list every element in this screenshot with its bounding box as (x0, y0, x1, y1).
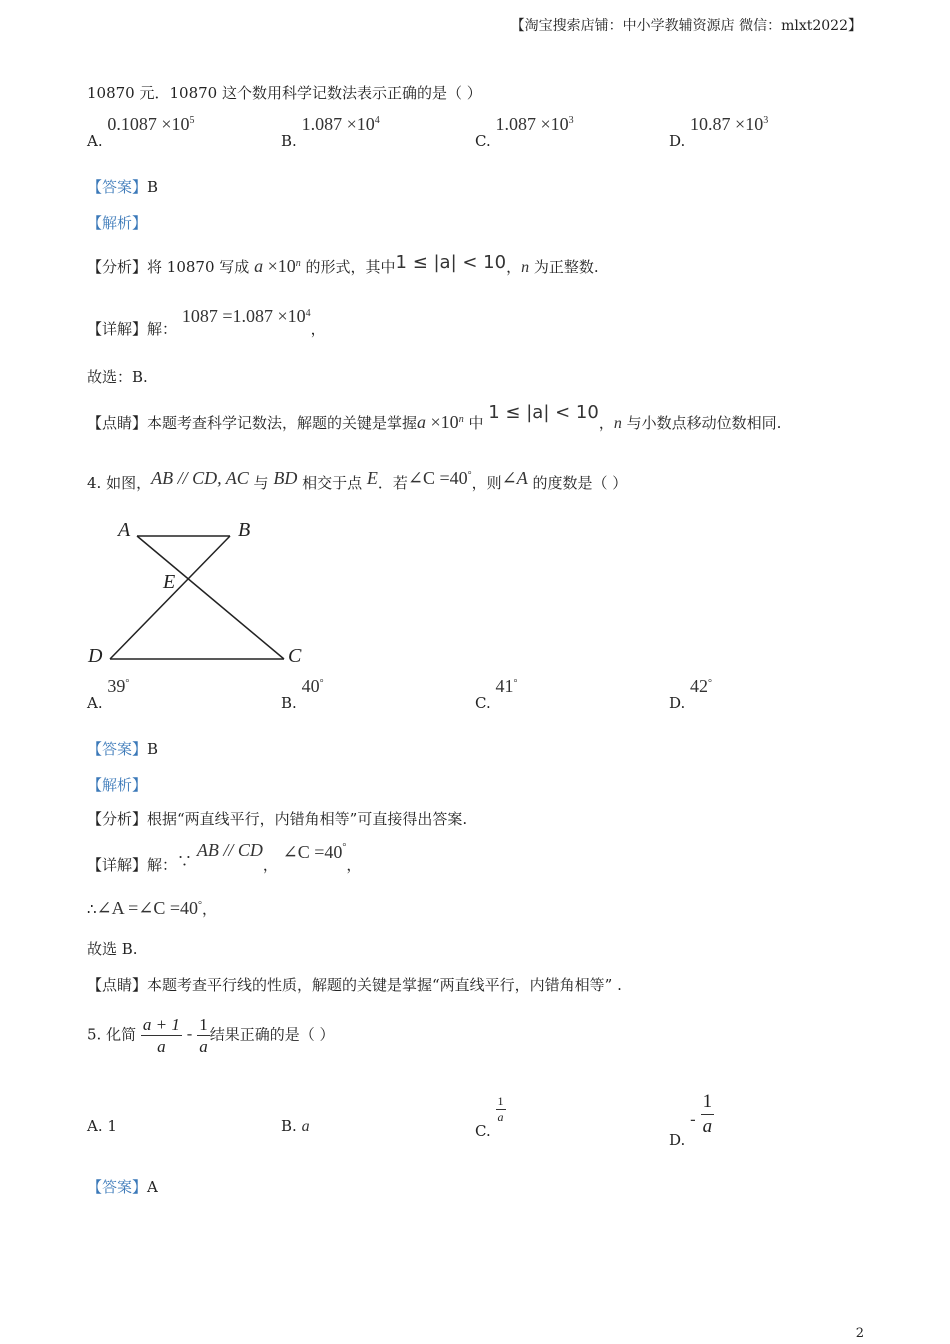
segment-ac (137, 536, 284, 659)
option-value: $0.1087 \times 10^5$ (107, 114, 195, 134)
point-label-d: D (88, 645, 103, 667)
fraction: $\frac{1}{a}$ (497, 1094, 504, 1124)
q5-option-d: D. - $\frac{1}{a}$ (669, 1091, 713, 1149)
q3-option-d (669, 114, 769, 150)
q5-option-c: C. $\frac{1}{a}$ (475, 1094, 504, 1140)
q4-detail: 【详解】解：∵ AB // CD， ∠C =40°， (87, 840, 362, 874)
fraction: $\frac{1}{a}$ (702, 1091, 713, 1137)
q5-option-b: B. a (281, 1117, 310, 1135)
q4-option-c: C. 41° (475, 676, 518, 712)
q4-note: 【点睛】本题考查平行线的性质，解题的关键是掌握“两直线平行，内错角相等” . (87, 976, 622, 994)
note-tag: 【点睛】 (87, 414, 148, 432)
question-3-text: 10870 元．10870 这个数用科学记数法表示正确的是（ ） (87, 84, 482, 102)
option-value: $1.087 \times 10^4$ (301, 114, 380, 134)
option-label: C. (475, 132, 491, 150)
q4-jiexi-tag: 【解析】 (87, 776, 148, 794)
q3-choose: 故选：B. (87, 368, 148, 386)
page-number: 2 (855, 1326, 864, 1341)
answer-value: B (147, 178, 159, 196)
q3-option-c (475, 114, 574, 150)
page-header: 【淘宝搜索店铺：中小学教辅资源店 微信：mlxt2022】 (510, 18, 862, 34)
analysis-tag: 【分析】 (87, 258, 148, 276)
fraction: $\frac{a + 1}{a}$ (142, 1015, 180, 1056)
q3-detail: 【详解】解： $1087 =1.087 \times 10^4$， (87, 306, 326, 338)
q5-answer: 【答案】A (87, 1178, 158, 1196)
point-label-a: A (118, 519, 131, 541)
fraction: $\frac{1}{a}$ (199, 1015, 208, 1056)
q3-answer (87, 176, 158, 197)
option-label: D. (669, 132, 686, 150)
q5-option-a: A. 1 (87, 1117, 117, 1135)
q3-option-a (87, 114, 195, 150)
q4-analysis: 【分析】根据“两直线平行，内错角相等”可直接得出答案. (87, 810, 468, 828)
segment-bd (110, 536, 230, 659)
option-value: $1.087 \times 10^3$ (495, 114, 574, 134)
q3-analysis: 【分析】将 10870 写成 $a \times 10^n$ 的形式，其中1 ≤ |a| < 10，n 为正整数. (87, 252, 599, 276)
point-label-b: B (238, 519, 251, 541)
question-5-text: 5. 化简 $\frac{a + 1}{a}$ - $\frac{1}{a}$ 结果正确的是（ ） (87, 1015, 335, 1056)
option-label: A. (87, 132, 103, 150)
question-4-text: 4. 如图，AB // CD, AC 与 BD 相交于点 E．若∠C =40°，则∠A 的度数是（ ） (87, 468, 628, 492)
answer-tag: 【答案】 (87, 178, 148, 196)
option-label: B. (281, 132, 297, 150)
point-label-c: C (288, 645, 302, 667)
point-label-e: E (163, 571, 176, 593)
q3-option-b (281, 114, 380, 150)
q3-jiexi-tag: 【解析】 (87, 214, 148, 232)
option-value: $10.87 \times 10^3$ (690, 114, 769, 134)
q4-therefore: ∴∠A =∠C =40°， (87, 898, 218, 918)
q4-choose: 故选 B. (87, 940, 138, 958)
q4-option-d: D. 42° (669, 676, 713, 712)
q4-option-b: B. 40° (281, 676, 324, 712)
detail-tag: 【详解】 (87, 320, 148, 338)
q3-note: 【点睛】本题考查科学记数法，解题的关键是掌握$a \times 10^n$ 中 1 ≤ |a| < 10，n 与小数点移动位数相同. (87, 402, 782, 432)
q4-option-a: A. 39° (87, 676, 130, 712)
parallel-lines-figure (80, 512, 340, 672)
q4-answer: 【答案】B (87, 740, 159, 758)
